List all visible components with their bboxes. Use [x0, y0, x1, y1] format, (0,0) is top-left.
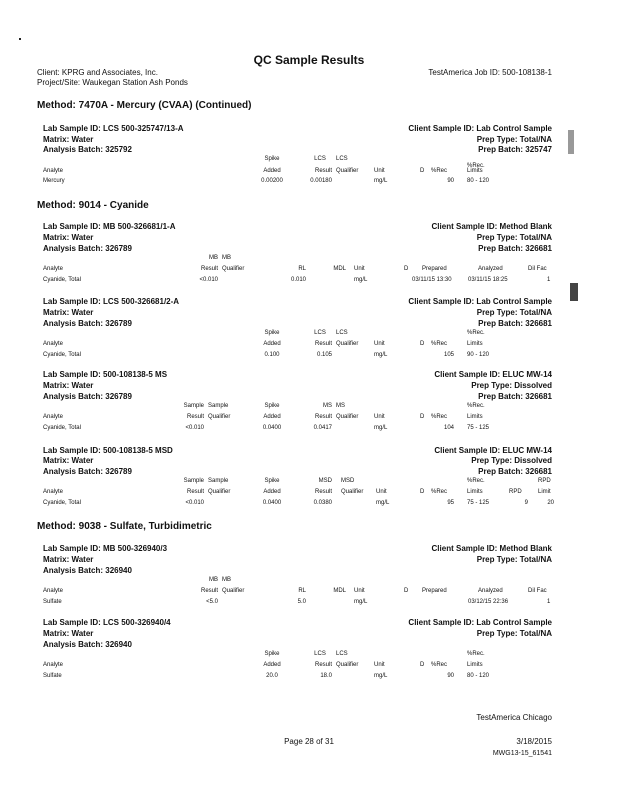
- client-sample-id: Client Sample ID: Lab Control Sample: [408, 297, 552, 306]
- col-header-rpd: RPD: [509, 489, 522, 495]
- row-unit: mg/L: [354, 277, 368, 283]
- col-header-d: D: [420, 662, 425, 668]
- col-header-prec: %Rec.: [467, 163, 485, 169]
- prep-batch: Prep Batch: 326681: [478, 467, 552, 476]
- col-header-result: Result: [314, 662, 332, 668]
- col-header-d: D: [404, 266, 409, 272]
- col-header-rl: RL: [298, 588, 306, 594]
- row-limit: 20: [547, 500, 554, 506]
- col-header-spike: Spike: [264, 330, 280, 336]
- prep-type: Prep Type: Total/NA: [476, 233, 552, 242]
- row-analyte: Mercury: [43, 178, 65, 184]
- lab-sample-id: Lab Sample ID: MB 500-326681/1-A: [43, 222, 176, 231]
- col-header-sample-result: Result: [186, 489, 204, 495]
- analysis-batch: Analysis Batch: 326789: [43, 244, 132, 253]
- row-rec: 105: [443, 352, 454, 358]
- lab-sample-id: Lab Sample ID: MB 500-326940/3: [43, 544, 168, 553]
- col-header-sample: Sample: [208, 478, 229, 484]
- prep-type: Prep Type: Total/NA: [476, 135, 552, 144]
- lab-sample-id: Lab Sample ID: LCS 500-325747/13-A: [43, 124, 184, 133]
- client-sample-id: Client Sample ID: Lab Control Sample: [408, 618, 552, 627]
- col-header-ms: MS: [336, 403, 345, 409]
- footer-date: 3/18/2015: [516, 737, 552, 746]
- page-number: Page 28 of 31: [284, 737, 334, 746]
- col-header-rec: %Rec: [431, 341, 448, 347]
- matrix: Matrix: Water: [43, 381, 94, 390]
- col-header-result: Result: [200, 266, 218, 272]
- matrix: Matrix: Water: [43, 233, 94, 242]
- col-header-prec: %Rec.: [467, 651, 485, 657]
- col-header-analyzed: Analyzed: [478, 588, 503, 594]
- col-header-prec: %Rec.: [467, 478, 485, 484]
- matrix: Matrix: Water: [43, 555, 94, 564]
- col-header-d: D: [420, 341, 425, 347]
- prep-type: Prep Type: Total/NA: [476, 555, 552, 564]
- col-header-added: Added: [263, 168, 281, 174]
- col-header-qualifier: Qualifier: [336, 341, 359, 347]
- col-header-limits: Limits: [467, 414, 483, 420]
- row-limits: 80 - 120: [467, 673, 490, 679]
- col-header-unit: Unit: [374, 414, 385, 420]
- method-9038-title: Method: 9038 - Sulfate, Turbidimetric: [37, 521, 212, 532]
- row-added: 0.0400: [262, 500, 282, 506]
- col-header-rec: %Rec: [431, 414, 448, 420]
- col-header-qualifier: Qualifier: [336, 662, 359, 668]
- col-header-msd: MSD: [341, 478, 355, 484]
- row-unit: mg/L: [376, 500, 390, 506]
- row-unit: mg/L: [374, 178, 388, 184]
- col-header-analyte: Analyte: [43, 266, 64, 272]
- prep-type: Prep Type: Dissolved: [471, 381, 552, 390]
- page-title: QC Sample Results: [253, 53, 365, 67]
- row-limits: 75 - 125: [467, 500, 490, 506]
- row-limits: 90 - 120: [467, 352, 490, 358]
- col-header-unit: Unit: [376, 489, 387, 495]
- col-header-dilfac: Dil Fac: [528, 588, 547, 594]
- row-result: 18.0: [320, 673, 332, 679]
- col-header-dilfac: Dil Fac: [528, 266, 547, 272]
- analysis-batch: Analysis Batch: 326789: [43, 392, 132, 401]
- col-header-rpd: RPD: [538, 478, 551, 484]
- row-added: 0.0400: [262, 425, 282, 431]
- col-header-result: Result: [314, 341, 332, 347]
- row-result: 0.0380: [313, 500, 332, 506]
- lab-sample-id: Lab Sample ID: 500-108138-5 MSD: [43, 446, 173, 455]
- analysis-batch: Analysis Batch: 326940: [43, 640, 132, 649]
- col-header-unit: Unit: [374, 168, 385, 174]
- lab-sample-id: Lab Sample ID: 500-108138-5 MS: [43, 370, 168, 379]
- col-header-result: Result: [314, 168, 332, 174]
- col-header-sample-qualifier: Qualifier: [208, 489, 231, 495]
- col-header-added: Added: [263, 341, 281, 347]
- row-rec: 104: [443, 425, 454, 431]
- job-id: TestAmerica Job ID: 500-108138-1: [428, 68, 552, 77]
- lab-sample-id: Lab Sample ID: LCS 500-326681/2-A: [43, 297, 180, 306]
- row-result: 0.105: [316, 352, 332, 358]
- row-rec: 90: [447, 673, 454, 679]
- col-header-qualifier: Qualifier: [341, 489, 364, 495]
- row-unit: mg/L: [354, 599, 368, 605]
- col-header-limits: Limits: [467, 662, 483, 668]
- col-header-mb: MB: [209, 577, 218, 583]
- col-header-sample-qualifier: Qualifier: [208, 414, 231, 420]
- row-analyte: Cyanide, Total: [43, 500, 81, 506]
- row-analyte: Cyanide, Total: [43, 277, 81, 283]
- scan-speck: [19, 38, 21, 40]
- col-header-sample-result: Result: [186, 414, 204, 420]
- row-result: <0.010: [199, 277, 218, 283]
- prep-batch: Prep Batch: 326681: [478, 244, 552, 253]
- row-limits: 75 - 125: [467, 425, 490, 431]
- col-header-qualifier: Qualifier: [222, 266, 245, 272]
- col-header-rec: %Rec: [431, 168, 448, 174]
- col-header-result: Result: [314, 489, 332, 495]
- prep-batch: Prep Batch: 326681: [478, 319, 552, 328]
- client-sample-id: Client Sample ID: ELUC MW-14: [434, 370, 552, 379]
- row-result: <5.0: [206, 599, 218, 605]
- project-site: Project/Site: Waukegan Station Ash Ponds: [37, 78, 188, 87]
- row-sample-result: <0.010: [185, 425, 204, 431]
- row-rpd: 9: [524, 500, 528, 506]
- row-dilfac: 1: [547, 277, 551, 283]
- col-header-unit: Unit: [374, 341, 385, 347]
- prep-type: Prep Type: Dissolved: [471, 456, 552, 465]
- row-limits: 80 - 120: [467, 178, 490, 184]
- col-header-added: Added: [263, 662, 281, 668]
- client-sample-id: Client Sample ID: Method Blank: [431, 222, 552, 231]
- col-header-analyte: Analyte: [43, 341, 64, 347]
- row-analyte: Sulfate: [43, 599, 62, 605]
- matrix: Matrix: Water: [43, 629, 94, 638]
- col-header-ms: MS: [323, 403, 332, 409]
- col-header-prec: %Rec.: [467, 403, 485, 409]
- col-header-sample: Sample: [183, 403, 204, 409]
- col-header-qualifier: Qualifier: [222, 588, 245, 594]
- col-header-rec: %Rec: [431, 489, 448, 495]
- row-unit: mg/L: [374, 352, 388, 358]
- col-header-result: Result: [200, 588, 218, 594]
- col-header-mdl: MDL: [333, 588, 346, 594]
- col-header-analyte: Analyte: [43, 489, 64, 495]
- col-header-d: D: [420, 414, 425, 420]
- row-rl: 5.0: [297, 599, 306, 605]
- col-header-analyzed: Analyzed: [478, 266, 503, 272]
- col-header-rec: %Rec: [431, 662, 448, 668]
- col-header-lcs: LCS: [336, 156, 348, 162]
- prep-batch: Prep Batch: 325747: [478, 145, 552, 154]
- col-header-mb: MB: [222, 255, 231, 261]
- row-rec: 95: [447, 500, 454, 506]
- lab-sample-id: Lab Sample ID: LCS 500-326940/4: [43, 618, 171, 627]
- row-added: 20.0: [266, 673, 278, 679]
- col-header-sample: Sample: [208, 403, 229, 409]
- col-header-result: Result: [314, 414, 332, 420]
- matrix: Matrix: Water: [43, 456, 94, 465]
- col-header-lcs: LCS: [314, 651, 326, 657]
- col-header-mb: MB: [222, 577, 231, 583]
- col-header-mb: MB: [209, 255, 218, 261]
- row-analyte: Sulfate: [43, 673, 62, 679]
- row-prepared: 03/11/15 13:30: [412, 277, 452, 283]
- col-header-analyte: Analyte: [43, 414, 64, 420]
- row-analyzed: 03/11/15 18:25: [468, 277, 508, 283]
- row-result: 0.00180: [310, 178, 332, 184]
- row-rec: 90: [447, 178, 454, 184]
- col-header-spike: Spike: [264, 651, 280, 657]
- analysis-batch: Analysis Batch: 326940: [43, 566, 132, 575]
- col-header-lcs: LCS: [314, 330, 326, 336]
- row-analyzed: 03/12/15 22:36: [468, 599, 509, 605]
- footer-doc-id: MWG13-15_61541: [492, 750, 552, 757]
- col-header-unit: Unit: [354, 266, 365, 272]
- col-header-d: D: [420, 489, 425, 495]
- col-header-added: Added: [263, 414, 281, 420]
- scan-smudge: [568, 130, 574, 154]
- footer-company: TestAmerica Chicago: [476, 713, 552, 722]
- col-header-prec: %Rec.: [467, 330, 485, 336]
- col-header-analyte: Analyte: [43, 588, 64, 594]
- row-unit: mg/L: [374, 425, 388, 431]
- col-header-prepared: Prepared: [422, 588, 447, 594]
- col-header-limits: Limits: [467, 489, 483, 495]
- analysis-batch: Analysis Batch: 326789: [43, 467, 132, 476]
- col-header-lcs: LCS: [336, 330, 348, 336]
- col-header-unit: Unit: [374, 662, 385, 668]
- col-header-spike: Spike: [264, 403, 280, 409]
- col-header-mdl: MDL: [333, 266, 346, 272]
- col-header-analyte: Analyte: [43, 168, 64, 174]
- row-result: 0.0417: [313, 425, 332, 431]
- prep-type: Prep Type: Total/NA: [476, 308, 552, 317]
- col-header-qualifier: Qualifier: [336, 168, 359, 174]
- analysis-batch: Analysis Batch: 326789: [43, 319, 132, 328]
- col-header-spike: Spike: [264, 478, 280, 484]
- col-header-lcs: LCS: [336, 651, 348, 657]
- prep-batch: Prep Batch: 326681: [478, 392, 552, 401]
- col-header-rl: RL: [298, 266, 306, 272]
- col-header-unit: Unit: [354, 588, 365, 594]
- col-header-analyte: Analyte: [43, 662, 64, 668]
- col-header-sample: Sample: [183, 478, 204, 484]
- col-header-limit: Limit: [538, 489, 551, 495]
- row-unit: mg/L: [374, 673, 388, 679]
- client-sample-id: Client Sample ID: ELUC MW-14: [434, 446, 552, 455]
- col-header-added: Added: [263, 489, 281, 495]
- col-header-msd: MSD: [318, 478, 332, 484]
- col-header-limits: Limits: [467, 168, 483, 174]
- client-sample-id: Client Sample ID: Method Blank: [431, 544, 552, 553]
- row-added: 0.00200: [261, 178, 283, 184]
- matrix: Matrix: Water: [43, 308, 94, 317]
- scan-smudge: [570, 283, 578, 301]
- row-rl: 0.010: [290, 277, 306, 283]
- col-header-d: D: [404, 588, 409, 594]
- prep-type: Prep Type: Total/NA: [476, 629, 552, 638]
- client-name: Client: KPRG and Associates, Inc.: [37, 68, 158, 77]
- row-dilfac: 1: [547, 599, 551, 605]
- col-header-d: D: [420, 168, 425, 174]
- col-header-limits: Limits: [467, 341, 483, 347]
- row-analyte: Cyanide, Total: [43, 425, 81, 431]
- method-9014-title: Method: 9014 - Cyanide: [37, 200, 149, 211]
- row-added: 0.100: [264, 352, 280, 358]
- client-sample-id: Client Sample ID: Lab Control Sample: [408, 124, 552, 133]
- col-header-spike: Spike: [264, 156, 280, 162]
- col-header-prepared: Prepared: [422, 266, 447, 272]
- analysis-batch: Analysis Batch: 325792: [43, 145, 132, 154]
- row-analyte: Cyanide, Total: [43, 352, 81, 358]
- matrix: Matrix: Water: [43, 135, 94, 144]
- method-7470a-title: Method: 7470A - Mercury (CVAA) (Continued): [37, 100, 252, 111]
- row-sample-result: <0.010: [185, 500, 204, 506]
- col-header-lcs: LCS: [314, 156, 326, 162]
- col-header-qualifier: Qualifier: [336, 414, 359, 420]
